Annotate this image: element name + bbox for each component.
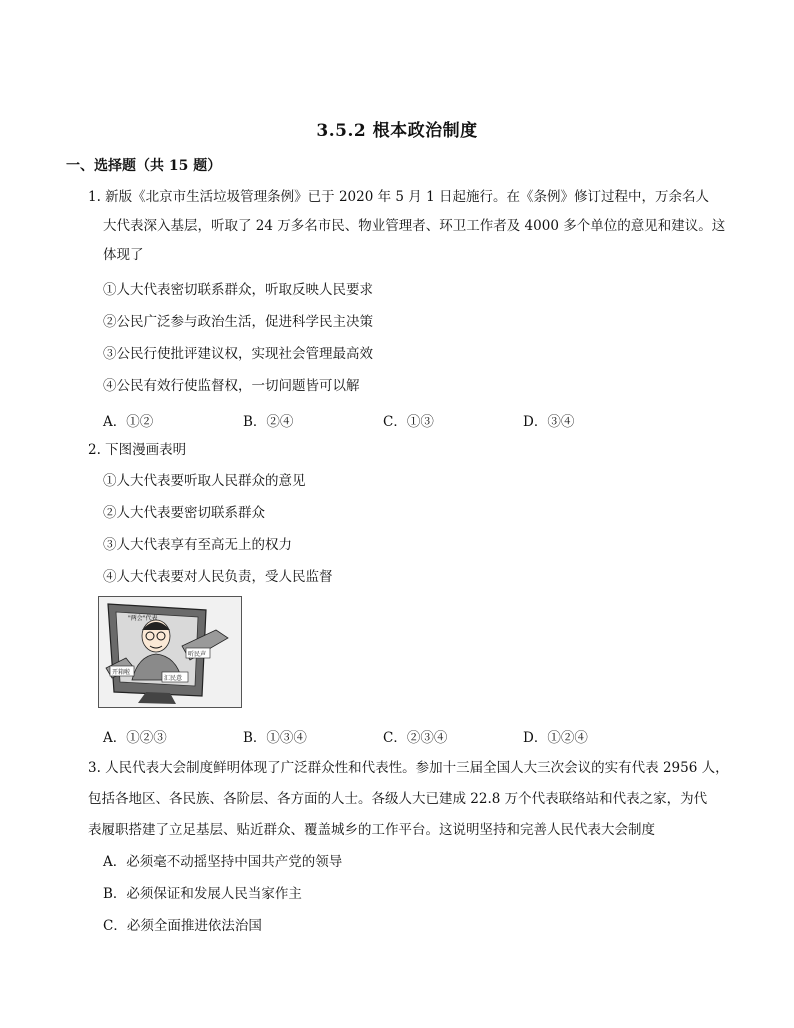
q3-stem-line-3: 表履职搭建了立足基层、贴近群众、覆盖城乡的工作平台。这说明坚持和完善人民代表大会制度 (88, 822, 655, 838)
q2-option-d[interactable]: D．①②④ (523, 730, 588, 746)
q2-option-c[interactable]: C．②③④ (383, 730, 448, 746)
q1-stem-line-3: 体现了 (103, 247, 144, 263)
q3-stem-line-1: 3. 人民代表大会制度鲜明体现了广泛群众性和代表性。参加十三届全国人大三次会议的实有代表 2956 人， (88, 760, 729, 776)
cartoon-screen-label: 汇民意 (164, 675, 183, 682)
q3-option-c[interactable]: C．必须全面推进依法治国 (103, 918, 262, 934)
q1-statement-2: ②公民广泛参与政治生活，促进科学民主决策 (103, 314, 373, 330)
q2-stem: 2. 下图漫画表明 (88, 442, 187, 458)
cartoon-hand-label-2: 听民声 (188, 651, 207, 658)
q2-statement-3: ③人大代表享有至高无上的权力 (103, 537, 292, 553)
q1-stem-line-2: 大代表深入基层，听取了 24 万多名市民、物业管理者、环卫工作者及 4000 多个单位的意见和建议。这 (103, 218, 726, 234)
q1-option-b[interactable]: B．②④ (243, 414, 294, 430)
q1-stem-line-1: 1. 新版《北京市生活垃圾管理条例》已于 2020 年 5 月 1 日起施行。在《条例》修订过程中，万余名人 (88, 189, 709, 205)
q1-statement-1: ①人大代表密切联系群众，听取反映人民要求 (103, 282, 373, 298)
cartoon-hand-label-1: 开箱啦 (112, 669, 131, 676)
q2-statement-4: ④人大代表要对人民负责，受人民监督 (103, 569, 333, 585)
q3-stem-line-2: 包括各地区、各民族、各阶层、各方面的人士。各级人大已建成 22.8 万个代表联络站和代表之家，为代 (88, 791, 708, 807)
q1-statement-4: ④公民有效行使监督权，一切问题皆可以解 (103, 378, 360, 394)
q1-option-a[interactable]: A．①② (103, 414, 154, 430)
q2-cartoon-image (98, 596, 242, 708)
page-title: 3.5.2 根本政治制度 (316, 121, 478, 141)
q2-option-a[interactable]: A．①②③ (103, 730, 167, 746)
q2-statement-1: ①人大代表要听取人民群众的意见 (103, 473, 306, 489)
q3-option-b[interactable]: B．必须保证和发展人民当家作主 (103, 886, 302, 902)
q2-option-b[interactable]: B．①③④ (243, 730, 307, 746)
q1-statement-3: ③公民行使批评建议权，实现社会管理最高效 (103, 346, 373, 362)
q1-option-d[interactable]: D．③④ (523, 414, 575, 430)
section-heading: 一、选择题（共 15 题） (66, 158, 222, 174)
q1-option-c[interactable]: C．①③ (383, 414, 434, 430)
q2-statement-2: ②人大代表要密切联系群众 (103, 505, 265, 521)
cartoon-badge-label: "两会"代表 (128, 615, 158, 622)
q3-option-a[interactable]: A．必须毫不动摇坚持中国共产党的领导 (103, 854, 343, 870)
